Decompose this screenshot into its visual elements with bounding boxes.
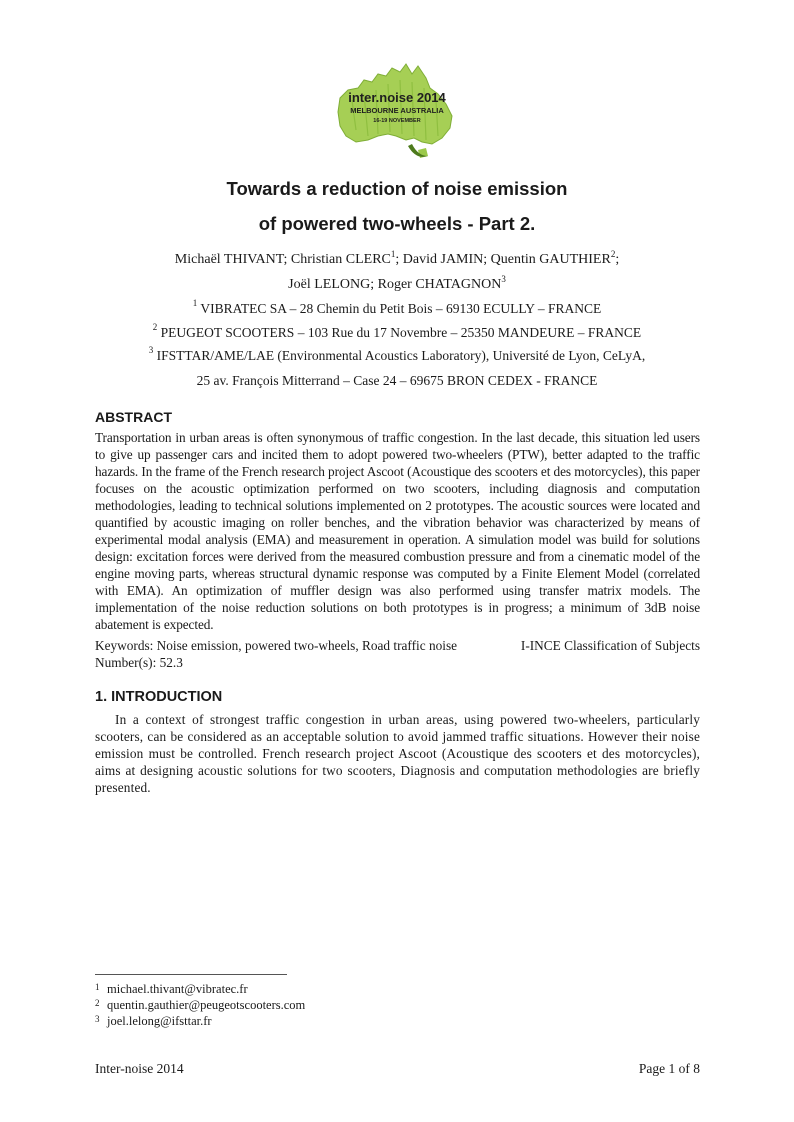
affiliation-3-line-1 [0,345,794,364]
conference-logo [334,60,460,162]
footer-page-number: Page 1 of 8 [638,1061,700,1076]
paper-title-line-2: of powered two-wheels - Part 2. [258,213,536,234]
affiliation-text: PEUGEOT SCOOTERS – 103 Rue du 17 Novembre – 25350 MANDEURE – FRANCE [157,325,642,340]
affiliation-superscript: 1 [192,298,198,308]
footnote-1 [95,982,248,997]
author-group-3: Joël LELONG; Roger CHATAGNON [288,277,502,292]
footnote-divider [95,974,287,975]
classification-numbers: Number(s): 52.3 [95,655,183,670]
footer-conference: Inter-noise 2014 [95,1061,184,1076]
logo-dates: 16-19 NOVEMBER [373,118,421,124]
affiliation-superscript: 3 [148,345,154,355]
footnote-email-link[interactable]: quentin.gauthier@peugeotscooters.com [107,998,306,1012]
author-group-1: Michaël THIVANT; Christian CLERC [174,252,391,267]
abstract-heading: ABSTRACT [95,409,172,425]
affiliation-1 [0,298,794,317]
footnote-3 [95,1014,212,1029]
footnote-email-link[interactable]: michael.thivant@vibratec.fr [107,982,248,996]
authors-line-1 [0,249,794,268]
author-superscript: 1 [390,249,396,259]
paper-title-line-1: Towards a reduction of noise emission [226,178,568,199]
footnote-number: 1 [95,982,100,992]
classification-text: I-INCE Classification of Subjects [520,638,700,653]
introduction-body: In a context of strongest traffic congestion in urban areas, using powered two-wheelers, particularly scooters, can be considered as an acceptable solution to avoid jammed traffic situations. However their noise emission must be controlled. French research project Ascoot (Acoustique des scooters et des motorcycles), aims at designing acoustic solutions for two scooters, Diagnosis and computation methodologies are briefly presented. [95,712,700,795]
affiliation-superscript: 2 [152,322,158,332]
footnote-email-link[interactable]: joel.lelong@ifsttar.fr [107,1014,212,1028]
footnote-number: 3 [95,1014,100,1024]
affiliation-3-line-2: 25 av. François Mitterrand – Case 24 – 69675 BRON CEDEX - FRANCE [196,373,598,388]
affiliation-text: VIBRATEC SA – 28 Chemin du Petit Bois – 69130 ECULLY – FRANCE [197,301,602,316]
affiliation-2 [0,322,794,341]
keywords-text: Keywords: Noise emission, powered two-wheels, Road traffic noise [95,638,458,653]
affiliation-text: IFSTTAR/AME/LAE (Environmental Acoustics Laboratory), Université de Lyon, CeLyA, [153,348,646,363]
footnote-2 [95,998,305,1013]
author-group-2: ; David JAMIN; Quentin GAUTHIER [395,252,611,267]
author-superscript: 2 [610,249,616,259]
authors-line-2 [0,274,794,293]
logo-title: inter.noise 2014 [348,90,446,105]
abstract-body: Transportation in urban areas is often synonymous of traffic congestion. In the last decade, this situation led users to give up passenger cars and incited them to adopt powered two-wheelers (PTW), better adapted to the traffic hazards. In the frame of the French research project Ascoot (Acoustique des scooters et des motorcycles), this paper focuses on the acoustic optimization performed on two scooters, including diagnosis and computation methodologies, leading to technical solutions implemented on 2 prototypes. The acoustic sources were located and quantified by acoustic imaging on roller benches, and the vibration behavior was characterized by means of experimental modal analysis (EMA) and measurement in operation. A simulation model was build for solutions design: excitation forces were derived from the measured combustion pressure and from a cinematic model of the engine moving parts, whereas structural dynamic response was computed by a Finite Element Model (correlated with EMA). An optimization of muffler design was also performed using transfer matrix models. The implementation of the noise reduction solutions on both prototypes is in progress; a minimum of 3dB noise abatement is expected. [95,430,700,632]
introduction-heading: 1. INTRODUCTION [95,689,223,705]
footnote-number: 2 [95,998,100,1008]
author-superscript: 3 [501,274,506,284]
author-group-end: ; [615,252,620,267]
logo-location: MELBOURNE AUSTRALIA [350,106,444,115]
